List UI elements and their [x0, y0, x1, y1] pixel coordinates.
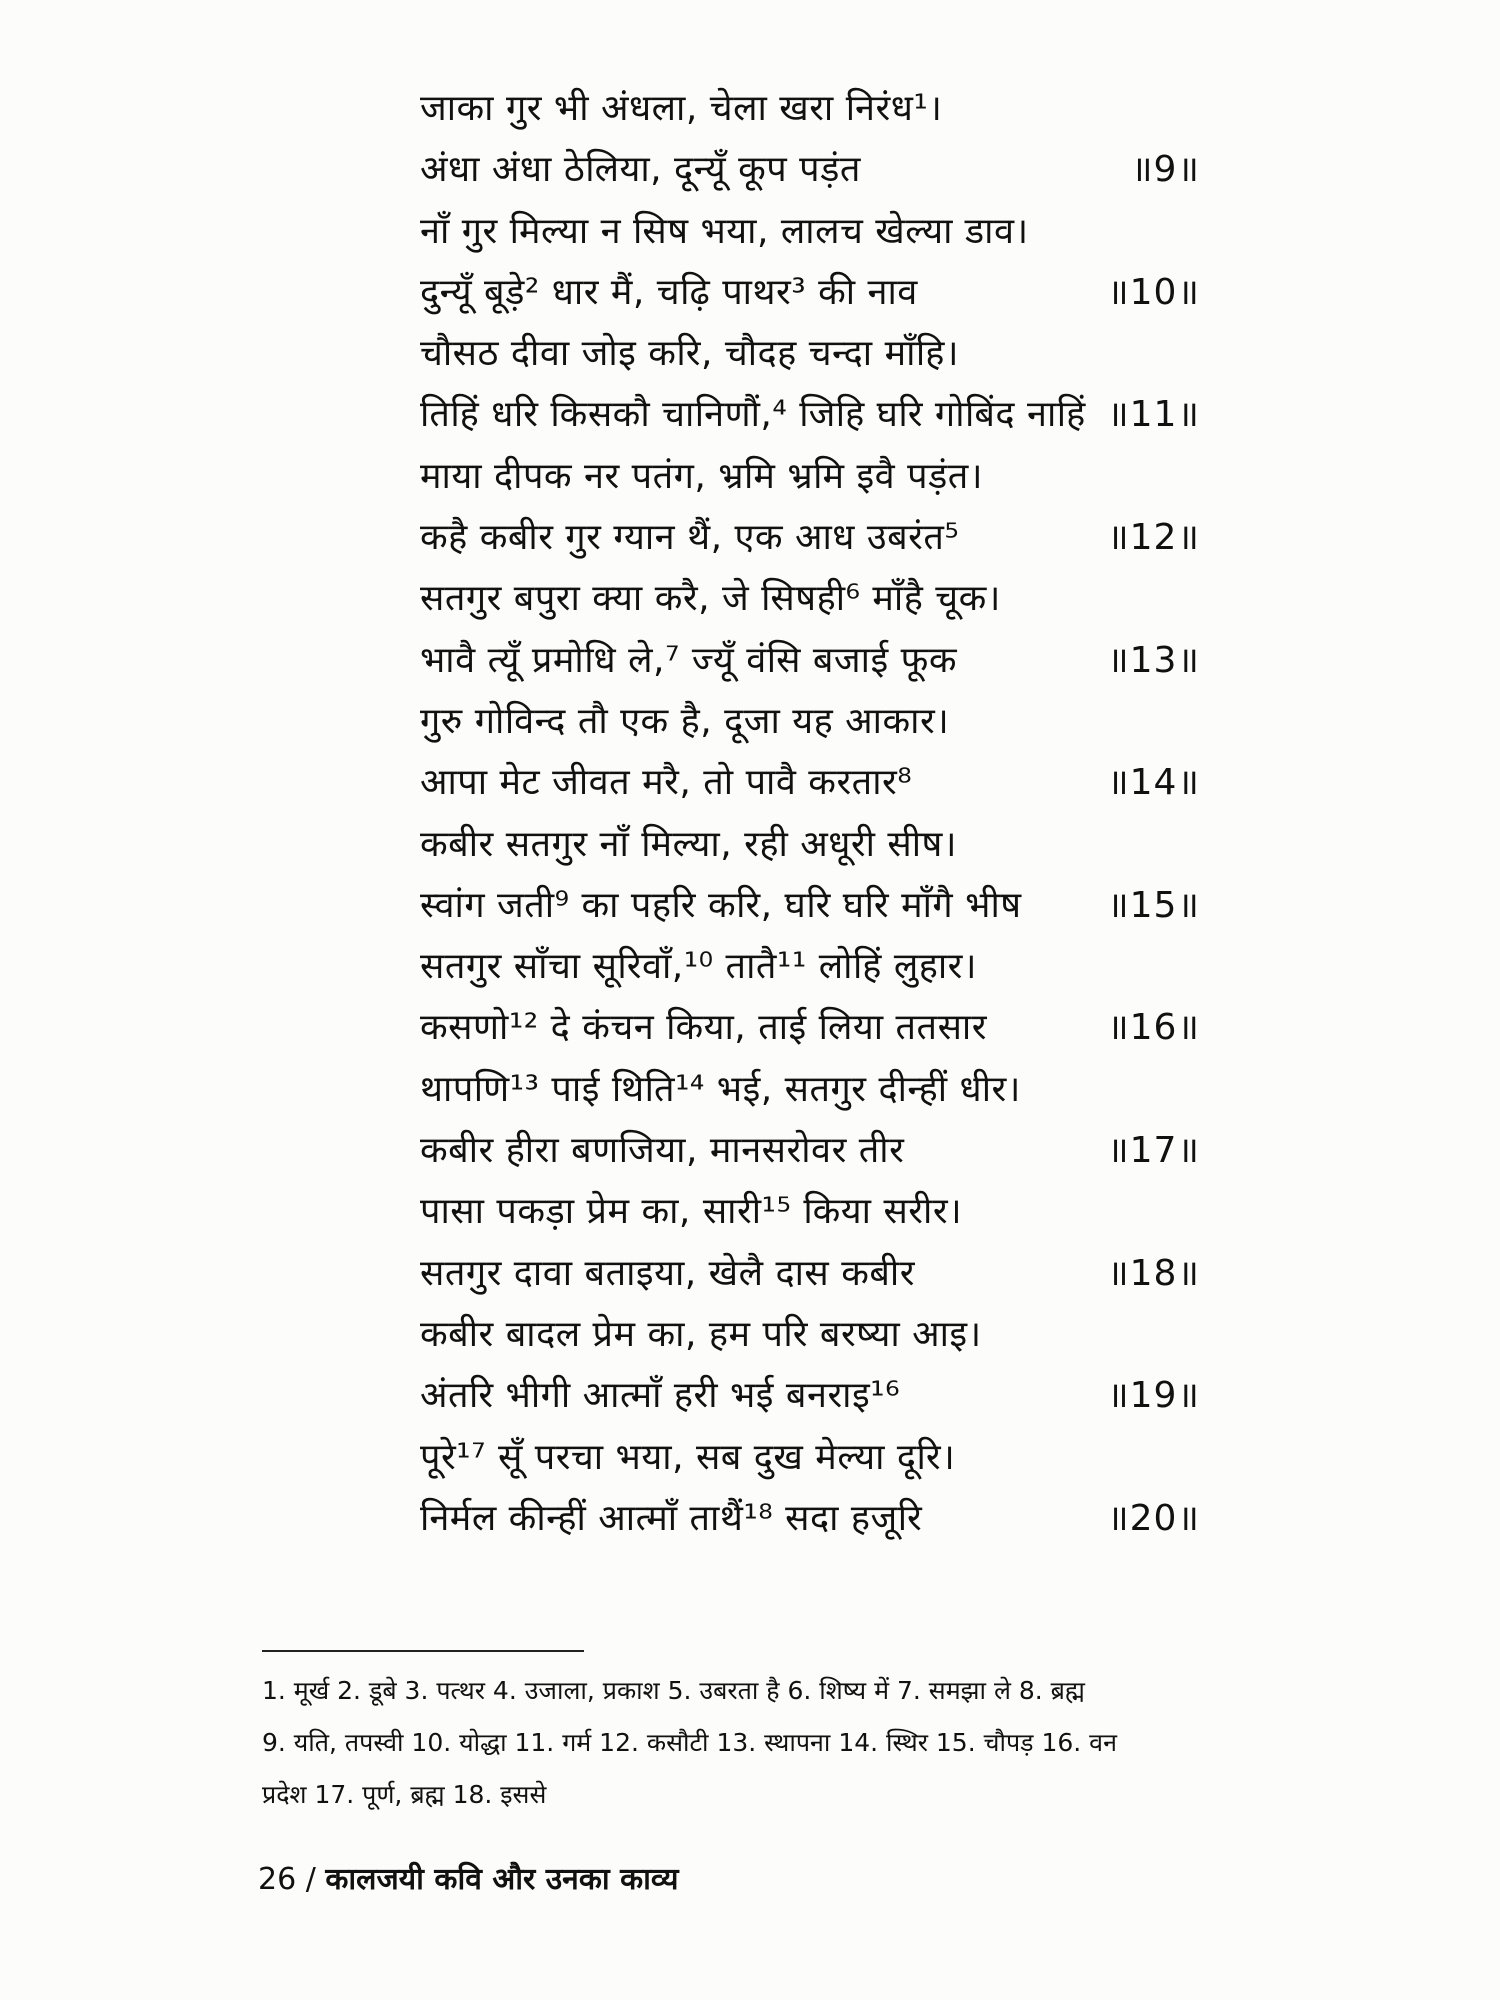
verse-text: आपा मेट जीवत मरै, तो पावै करतार⁸ [420, 762, 913, 804]
footnote-divider [262, 1650, 584, 1652]
verse-number: ॥15॥ [1107, 884, 1200, 926]
verse-line [420, 323, 1200, 384]
verse-text: निर्मल कीन्हीं आत्माँ ताथैं¹⁸ सदा हजूरि [420, 1497, 923, 1539]
verse-number: ॥16॥ [1107, 1007, 1200, 1049]
verse-line [420, 262, 1200, 323]
verse-line [420, 814, 1200, 875]
verse-number: ॥10॥ [1107, 271, 1200, 313]
verse-text: अंधा अंधा ठेलिया, दून्यूँ कूप पड़ंत [420, 149, 861, 191]
footer-separator: / [296, 1862, 326, 1897]
page-footer [258, 1860, 679, 1900]
verse-line [420, 936, 1200, 997]
book-title: कालजयी कवि और उनका काव्य [325, 1862, 679, 1897]
verse-text: अंतरि भीगी आत्माँ हरी भई बनराइ¹⁶ [420, 1375, 901, 1417]
footnotes [262, 1665, 1317, 1821]
verse-line [420, 1243, 1200, 1304]
verse-text: कहै कबीर गुर ग्यान थैं, एक आध उबरंत⁵ [420, 517, 960, 559]
verse-line [420, 630, 1200, 691]
verse-text: नाँ गुर मिल्या न सिष भया, लालच खेल्या डाव। [420, 210, 1029, 252]
verse-number: ॥11॥ [1107, 394, 1200, 436]
verse-line [420, 78, 1200, 139]
verse-text: तिहिं धरि किसकौ चानिणौं,⁴ जिहि घरि गोबिंद नाहिं [420, 394, 1086, 436]
verse-text: कबीर बादल प्रेम का, हम परि बरष्या आइ। [420, 1313, 982, 1355]
verse-number: ॥20॥ [1107, 1497, 1200, 1539]
verse-number: ॥19॥ [1107, 1375, 1200, 1417]
verse-line [420, 1488, 1200, 1549]
verse-line [420, 752, 1200, 813]
verse-line [420, 568, 1200, 629]
verse-text: सतगुर बपुरा क्या करै, जे सिषही⁶ माँहै चूक। [420, 578, 1001, 620]
verse-line [420, 1427, 1200, 1488]
verse-number: ॥9॥ [1130, 149, 1200, 191]
verse-block [420, 78, 1200, 1549]
footnote-line: 9. यति, तपस्वी 10. योद्धा 11. गर्म 12. कसौटी 13. स्थापना 14. स्थिर 15. चौपड़ 16. वन [262, 1728, 1117, 1757]
verse-line [420, 1059, 1200, 1120]
verse-line [420, 875, 1200, 936]
verse-line [420, 446, 1200, 507]
verse-line [420, 201, 1200, 262]
verse-text: सतगुर साँचा सूरिवाँ,¹⁰ तातै¹¹ लोहिं लुहार। [420, 946, 978, 988]
verse-line [420, 1304, 1200, 1365]
page-number: 26 [258, 1862, 297, 1897]
verse-text: स्वांग जती⁹ का पहरि करि, घरि घरि माँगै भीष [420, 884, 1022, 926]
verse-text: गुरु गोविन्द तौ एक है, दूजा यह आकार। [420, 700, 950, 742]
footnote-line: प्रदेश 17. पूर्ण, ब्रह्म 18. इससे [262, 1780, 547, 1809]
verse-text: कबीर सतगुर नाँ मिल्या, रही अधूरी सीष। [420, 823, 957, 865]
verse-text: माया दीपक नर पतंग, भ्रमि भ्रमि इवै पड़ंत। [420, 455, 983, 497]
verse-line [420, 1181, 1200, 1242]
verse-number: ॥12॥ [1107, 517, 1200, 559]
verse-number: ॥14॥ [1107, 762, 1200, 804]
verse-text: पूरे¹⁷ सूँ परचा भया, सब दुख मेल्या दूरि। [420, 1436, 956, 1478]
verse-number: ॥17॥ [1107, 1130, 1200, 1172]
verse-text: सतगुर दावा बताइया, खेलै दास कबीर [420, 1252, 915, 1294]
verse-line [420, 507, 1200, 568]
verse-number: ॥18॥ [1107, 1252, 1200, 1294]
verse-text: थापणि¹³ पाई थिति¹⁴ भई, सतगुर दीन्हीं धीर। [420, 1068, 1021, 1110]
verse-text: पासा पकड़ा प्रेम का, सारी¹⁵ किया सरीर। [420, 1191, 963, 1233]
verse-text: चौसठ दीवा जोइ करि, चौदह चन्दा माँहि। [420, 333, 960, 375]
footnote-line: 1. मूर्ख 2. डूबे 3. पत्थर 4. उजाला, प्रकाश 5. उबरता है 6. शिष्य में 7. समझा ले 8. ब्रह्म [262, 1676, 1085, 1705]
verse-number: ॥13॥ [1107, 639, 1200, 681]
verse-line [420, 997, 1200, 1058]
verse-text: कसणो¹² दे कंचन किया, ताई लिया ततसार [420, 1007, 987, 1049]
verse-text: दुन्यूँ बूड़े² धार मैं, चढ़ि पाथर³ की नाव [420, 271, 918, 313]
verse-line [420, 139, 1200, 200]
verse-line [420, 1120, 1200, 1181]
verse-line [420, 1365, 1200, 1426]
verse-text: जाका गुर भी अंधला, चेला खरा निरंध¹। [420, 88, 943, 129]
verse-line [420, 384, 1200, 445]
verse-text: भावै त्यूँ प्रमोधि ले,⁷ ज्यूँ वंसि बजाई फूक [420, 639, 957, 681]
verse-line [420, 691, 1200, 752]
verse-text: कबीर हीरा बणजिया, मानसरोवर तीर [420, 1130, 905, 1172]
